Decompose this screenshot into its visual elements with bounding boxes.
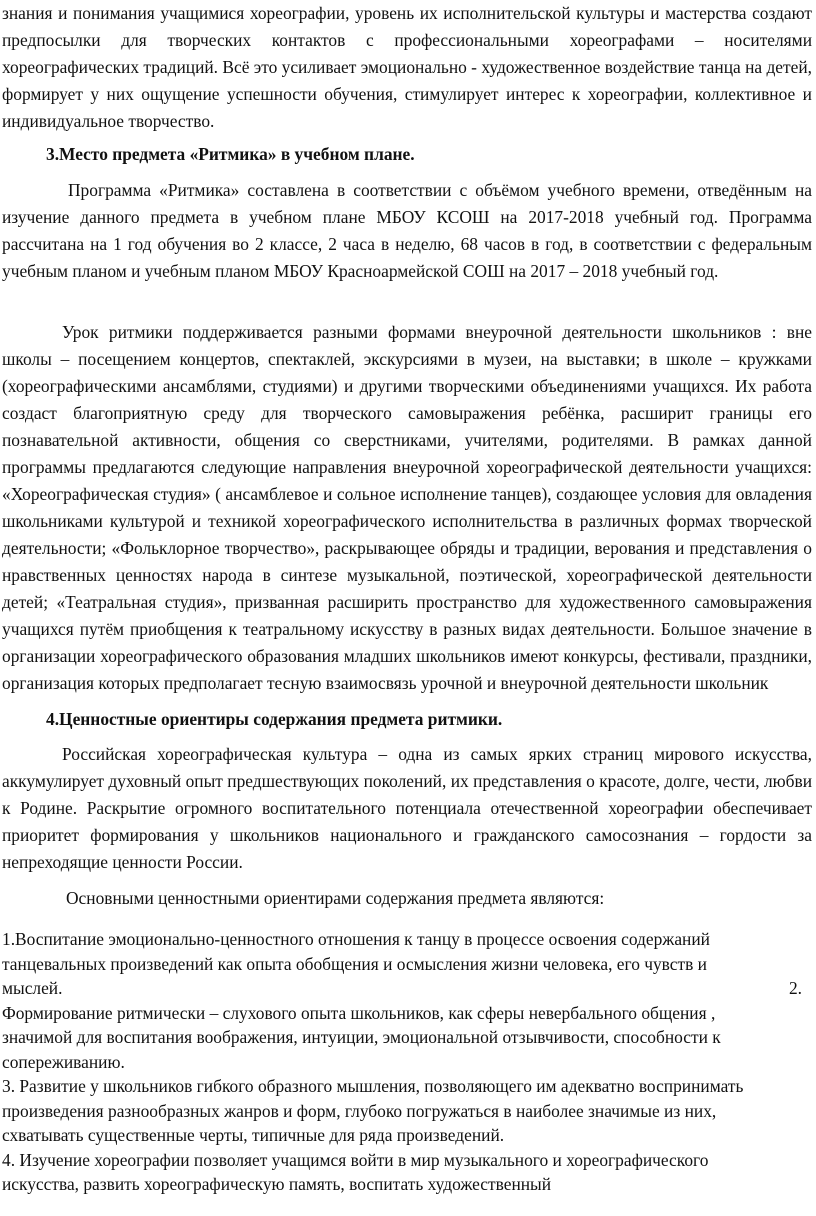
- paragraph-program: Программа «Ритмика» составлена в соответствии с объёмом учебного времени, отведённым на изучение данного предмета в учебном плане МБОУ КСОШ на 2017-2018 учебный год. Программа рассчитана на 1 год обучения во 2 классе, 2 часа в неделю, 68 часов в год, в соответствии с федеральным учебным планом и учебным планом МБОУ Красноармейской СОШ на 2017 – 2018 учебный год.: [2, 180, 812, 281]
- list-line: Формирование ритмически – слухового опыта школьников, как сферы невербального общения ,: [2, 1002, 716, 1023]
- list-line-left: мыслей.: [2, 978, 63, 998]
- paragraph-culture: Российская хореографическая культура – одна из самых ярких страниц мирового искусства, аккумулирует духовный опыт предшествующих поколений, их представления о красоте, долге, чести, любви к Родине. Раскрытие огромного воспитательного потенциала отечественной хореографии обеспечивает приоритет формирования у школьников национального и гражданского самосознания – гордости за непреходящие ценности России.: [2, 744, 812, 872]
- values-list: [2, 927, 812, 1197]
- list-line-right: 2.: [788, 978, 802, 998]
- list-line: значимой для воспитания воображения, интуиции, эмоциональной отзывчивости, способности к: [2, 1027, 721, 1047]
- list-line: 3. Развитие у школьников гибкого образного мышления, позволяющего им адекватно воспринимать: [2, 1076, 744, 1096]
- values-intro-line: Основными ценностными ориентирами содержания предмета являются:: [66, 888, 605, 908]
- list-line: 4. Изучение хореографии позволяет учащимся войти в мир музыкального и хореографического: [2, 1149, 709, 1170]
- section-heading-4: 4.Ценностные ориентиры содержания предмета ритмики.: [46, 709, 503, 729]
- list-line: искусства, развить хореографическую память, воспитать художественный: [2, 1174, 552, 1194]
- list-line: сопереживанию.: [2, 1051, 125, 1072]
- list-line: произведения разнообразных жанров и форм, глубоко погружаться в наиболее значимые из них,: [2, 1100, 717, 1121]
- list-line: [2, 976, 812, 1001]
- section-heading-3: 3.Место предмета «Ритмика» в учебном плане.: [46, 144, 415, 164]
- list-line: схватывать существенные черты, типичные для ряда произведений.: [2, 1125, 505, 1145]
- list-line: танцевальных произведений как опыта обобщения и осмысления жизни человека, его чувств и: [2, 953, 707, 974]
- list-line: 1.Воспитание эмоционально-ценностного отношения к танцу в процессе освоения содержаний: [2, 929, 710, 949]
- paragraph-intro: знания и понимания учащимися хореографии, уровень их исполнительской культуры и мастерства создают предпосылки для творческих контактов с профессиональными хореографами – носителями хореографических традиций. Всё это усиливает эмоционально - художественное воздействие танца на детей, формирует у них ощущение успешности обучения, стимулирует интерес к хореографии, коллективное и индивидуальное творчество.: [2, 3, 812, 131]
- paragraph-lesson: Урок ритмики поддерживается разными формами внеурочной деятельности школьников : вне школы – посещением концертов, спектаклей, экскурсиями в музеи, на выставки; в школе – кружками (хореографическими ансамблями, студиями) и другими творческими объединениями учащихся. Их работа создаст благоприятную среду для творческого самовыражения ребёнка, расширит границы его познавательной активности, общения со сверстниками, учителями, родителями. В рамках данной программы предлагаются следующие направления внеурочной хореографической деятельности учащихся: «Хореографическая студия» ( ансамблевое и сольное исполнение танцев), создающее условия для овладения школьниками культурой и техникой хореографического исполнительства в различных формах творческой деятельности; «Фольклорное творчество», раскрывающее обряды и традиции, верования и представления о нравственных ценностях народа в синтезе музыкальной, поэтической, хореографической деятельности детей; «Театральная студия», призванная расширить пространство для художественного самовыражения учащихся путём приобщения к театральному искусству в разных видах деятельности. Большое значение в организации хореографического образования младших школьников имеют конкурсы, фестивали, праздники, организация которых предполагает тесную взаимосвязь урочной и внеурочной деятельности школьник: [2, 322, 812, 693]
